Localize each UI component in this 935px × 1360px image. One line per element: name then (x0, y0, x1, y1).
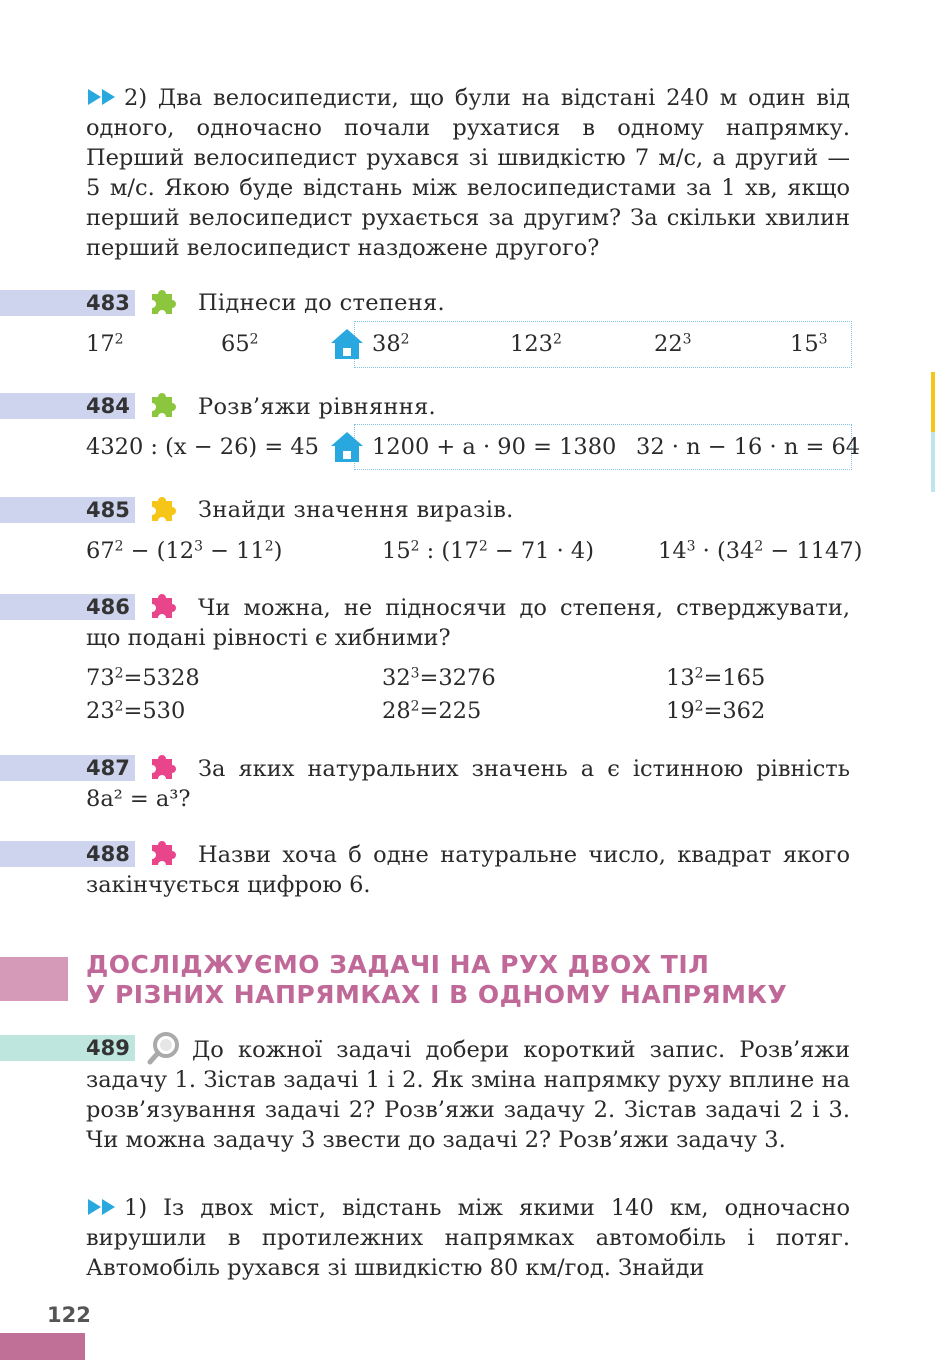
equality-item: $28^2=225$ (382, 698, 482, 724)
equality-item: $19^2=362$ (666, 698, 766, 724)
page-number: 122 (47, 1303, 91, 1327)
task-489-text: 1) Із двох міст, відстань між якими 140 км, одночасно вирушили в протилежних напрямках автомобіль і потяг. Автомобіль рухався зі швидкістю 80 км/год. Знайди (86, 1195, 850, 1281)
intro-paragraph (86, 83, 850, 263)
equation: 4320 : (x − 26) = 45 (86, 434, 319, 460)
equality-item: $32^3=3276$ (382, 665, 496, 691)
puzzle-yellow-icon (146, 491, 182, 527)
power-item: $123^2$ (510, 331, 562, 357)
expression: $14^3 \cdot (34^2 - 1147)$ (658, 538, 863, 564)
section-heading-line2: У РІЗНИХ НАПРЯМКАХ І В ОДНОМУ НАПРЯМКУ (86, 980, 788, 1009)
equation: 32 · n − 16 · n = 64 (636, 434, 861, 460)
double-arrow-icon (86, 1197, 120, 1217)
puzzle-green-icon (146, 387, 182, 423)
puzzle-green-icon (146, 284, 182, 320)
expression: $67^2 - (12^3 - 11^2)$ (86, 538, 283, 564)
equality-item: $73^2=5328$ (86, 665, 200, 691)
task-number-486: 486 (86, 595, 130, 619)
power-item: $65^2$ (221, 331, 259, 357)
section-heading-line1: ДОСЛІДЖУЄМО ЗАДАЧІ НА РУХ ДВОХ ТІЛ (86, 950, 710, 979)
power-item: $15^3$ (790, 331, 828, 357)
task-title-487: За яких натуральних значень a є істинною рівність 8a² = a³? (86, 756, 850, 812)
task-title-486: Чи можна, не підносячи до степеня, стверджувати, що подані рівності є хибними? (86, 595, 850, 651)
double-arrow-icon (86, 87, 120, 107)
equality-item: $23^2=530$ (86, 698, 186, 724)
task-number-489: 489 (86, 1036, 130, 1060)
home-icon (329, 430, 365, 464)
section-bar (0, 957, 68, 1001)
section-heading (86, 950, 787, 1010)
equality-item: $13^2=165$ (666, 665, 766, 691)
task-title-489: До кожної задачі добери короткий запис. Розв’яжи задачу 1. Зістав задачі 1 і 2. Як зміна напрямку руху вплине на розв’язування задачі 2? Розв’яжи задачу 2. Зістав задачі 2 і 3. Чи можна задачу 3 звести до задачі 2? Розв’яжи задачу 3. (86, 1037, 850, 1153)
task-title-484: Розв’яжи рівняння. (198, 394, 437, 420)
equation: 1200 + a · 90 = 1380 (372, 434, 617, 460)
task-title-485: Знайди значення виразів. (198, 497, 514, 523)
task-number-485: 485 (86, 498, 130, 522)
page-number-bar (0, 1333, 85, 1360)
power-item: $22^3$ (654, 331, 692, 357)
homework-box-483 (354, 321, 852, 368)
intro-text: 2) Два велосипедисти, що були на відстані 240 м один від одного, одночасно почали рухатися в одному напрямку. Перший велосипедист рухався зі швидкістю 7 м/с, а другий — 5 м/с. Якою буде відстань між велосипедистами за 1 хв, якщо перший велосипедист рухається за другим? За скільки хвилин перший велосипедист наздожене другого? (86, 85, 850, 261)
home-icon (329, 327, 365, 361)
task-number-487: 487 (86, 756, 130, 780)
task-title-483: Піднеси до степеня. (198, 290, 446, 316)
task-489-paragraph (86, 1193, 850, 1283)
power-item: $38^2$ (372, 331, 410, 357)
task-number-483: 483 (86, 291, 130, 315)
task-number-484: 484 (86, 394, 130, 418)
power-item: $17^2$ (86, 331, 124, 357)
expression: $15^2$ : $(17^2 - 71 \cdot 4)$ (382, 538, 595, 564)
edge-mark-yellow (931, 372, 935, 432)
task-number-488: 488 (86, 842, 130, 866)
task-title-488: Назви хоча б одне натуральне число, квадрат якого закінчується цифрою 6. (86, 842, 850, 898)
edge-mark-blue (931, 432, 935, 492)
